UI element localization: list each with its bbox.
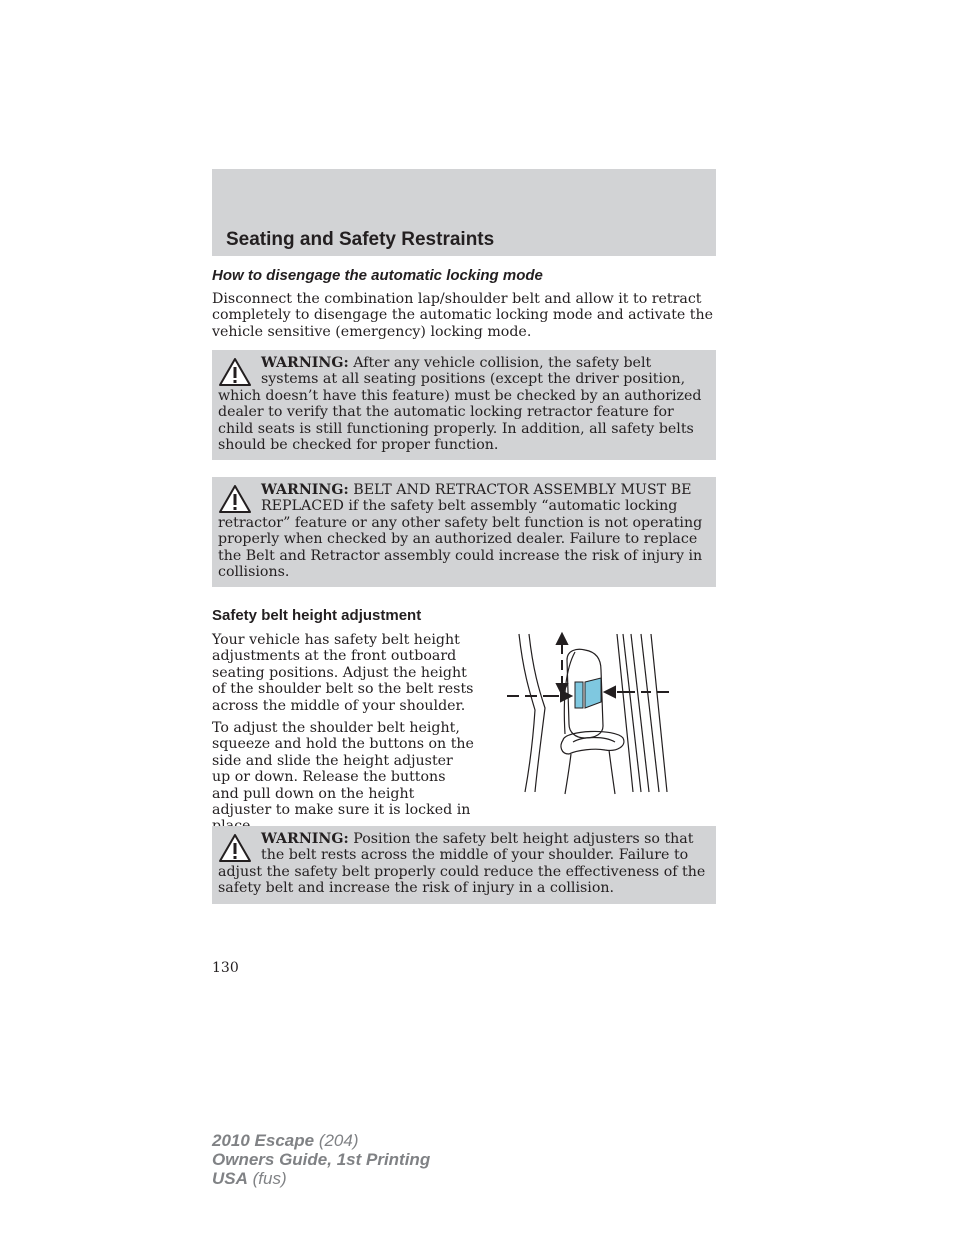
warning-triangle-icon	[218, 833, 252, 863]
footer-model-code: (204)	[314, 1131, 359, 1150]
warning-triangle-icon	[218, 484, 252, 514]
warning-body: BELT AND RETRACTOR ASSEMBLY MUST BE REPLACED if the safety belt assembly “automatic locking retractor” feature or any other safety belt function is not operating properly when checked by an authorized dealer. Failure to replace the Belt and Retractor assembly could increase the risk of injury in collisions.	[218, 482, 703, 581]
warning-label: WARNING:	[261, 355, 349, 371]
warning-triangle-icon	[218, 357, 252, 387]
warning-box-retractor	[212, 477, 716, 587]
warning-body: Position the safety belt height adjusters so that the belt rests across the middle of your shoulder. Failure to adjust the safety belt properly could reduce the effectiveness of the safety belt and increase the risk of injury in a collision.	[218, 831, 706, 897]
section-header-band	[212, 169, 716, 256]
paragraph-disengage: Disconnect the combination lap/shoulder belt and allow it to retract completely to disengage the automatic locking mode and activate the vehicle sensitive (emergency) locking mode.	[212, 291, 714, 340]
footer-model: 2010 Escape	[212, 1131, 315, 1150]
warning-body: After any vehicle collision, the safety belt systems at all seating positions (except the driver position, which doesn’t have this feature) must be checked by an authorized dealer to verify that the automatic locking retractor feature for child seats is still functioning properly. In addition, all safety belts should be checked for proper function.	[218, 355, 702, 454]
footer-market-code: (fus)	[247, 1169, 287, 1188]
paragraph-height-adjustment-2: To adjust the shoulder belt height, squeeze and hold the buttons on the side and slide the height adjuster up or down. Release the buttons and pull down on the height adjuster to make sure it is locked in	[212, 720, 474, 819]
footer-market: USA	[212, 1169, 248, 1188]
warning-label: WARNING:	[261, 831, 349, 847]
footer-edition: Owners Guide, 1st Printing	[212, 1150, 431, 1169]
warning-box-position	[212, 826, 716, 904]
warning-box-collision	[212, 350, 716, 460]
belt-height-adjuster-illustration	[505, 630, 675, 796]
subheading-disengage-locking-mode: How to disengage the automatic locking mode	[212, 267, 543, 284]
page-number: 130	[212, 960, 239, 976]
document-footer	[212, 1131, 430, 1188]
paragraph-height-adjustment-1: Your vehicle has safety belt height adjustments at the front outboard seating positions. Adjust the height of the shoulder belt so the belt rests across the middle of your shoulder.	[212, 632, 474, 714]
section-title: Seating and Safety Restraints	[226, 229, 495, 250]
subheading-height-adjustment: Safety belt height adjustment	[212, 607, 422, 624]
warning-text	[218, 831, 708, 897]
warning-text	[218, 355, 708, 453]
warning-label: WARNING:	[261, 482, 349, 498]
warning-text	[218, 482, 708, 580]
